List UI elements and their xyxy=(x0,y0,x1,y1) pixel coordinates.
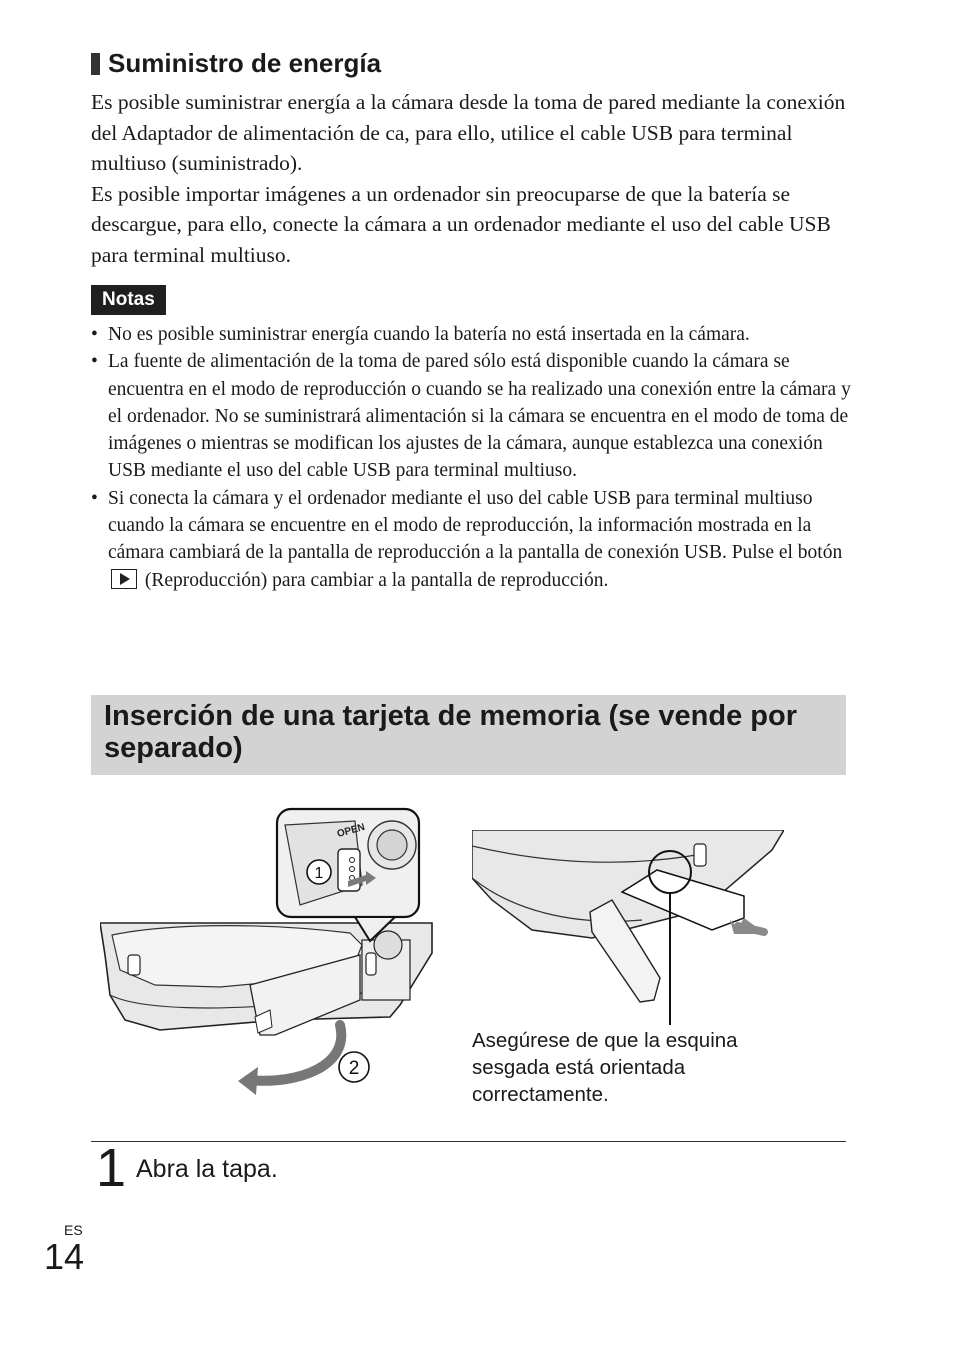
chapter-heading: Inserción de una tarjeta de memoria (se vende por separado) xyxy=(91,695,846,775)
note-item: • La fuente de alimentación de la toma de pared sólo está disponible cuando la cámara se encuentra en el modo de reproducción o cuando se ha realizado una conexión entre la cámara y el ordenador. No se suministrará alimentación si la cámara se encuentra en el modo de toma de imágenes o mientras se modifican los ajustes de la cámara, aunque establezca una conexión USB mediante el uso del cable USB para terminal multiuso. xyxy=(91,348,861,484)
callout-1: 1 xyxy=(314,865,324,882)
step-text: Abra la tapa. xyxy=(136,1155,278,1183)
note-text: (Reproducción) para cambiar a la pantalla de reproducción. xyxy=(144,569,609,591)
section-body xyxy=(91,87,861,271)
figure-caption: Asegúrese de que la esquina sesgada está orientada correctamente. xyxy=(472,1029,738,1106)
note-item: • No es posible suministrar energía cuando la batería no está insertada en la cámara. xyxy=(91,321,861,348)
paragraph: Es posible importar imágenes a un ordenador sin preocuparse de que la batería se descargue, para ello, conecte la cámara a un ordenador mediante el uso del cable USB para terminal multiuso. xyxy=(91,181,831,267)
section-heading xyxy=(91,48,381,79)
note-text: Si conecta la cámara y el ordenador mediante el uso del cable USB para terminal multiuso cuando la cámara se encuentre en el modo de reproducción, la información mostrada en la cámara cambiará de la pantalla de reproducción a la pantalla de conexión USB. Pulse el botón xyxy=(108,487,843,564)
step-number: 1 xyxy=(96,1138,127,1198)
page-number: 14 xyxy=(44,1236,85,1277)
notes-badge: Notas xyxy=(91,285,166,315)
camera-open-cover-illustration xyxy=(100,805,440,1105)
paragraph: Es posible suministrar energía a la cámara desde la toma de pared mediante la conexión del Adaptador de alimentación de ca, para ello, utilice el cable USB para terminal multiuso (suministrado). xyxy=(91,90,846,176)
callout-2: 2 xyxy=(348,1058,360,1079)
notes-list xyxy=(91,321,861,594)
note-item xyxy=(91,485,861,594)
memory-card-insertion-illustration xyxy=(472,830,784,1030)
language-code: ES xyxy=(64,1222,83,1238)
play-icon xyxy=(111,569,137,589)
step-divider xyxy=(91,1141,846,1142)
section-marker-icon xyxy=(91,53,100,75)
open-label: OPEN xyxy=(335,821,367,840)
section-title: Suministro de energía xyxy=(108,48,382,78)
